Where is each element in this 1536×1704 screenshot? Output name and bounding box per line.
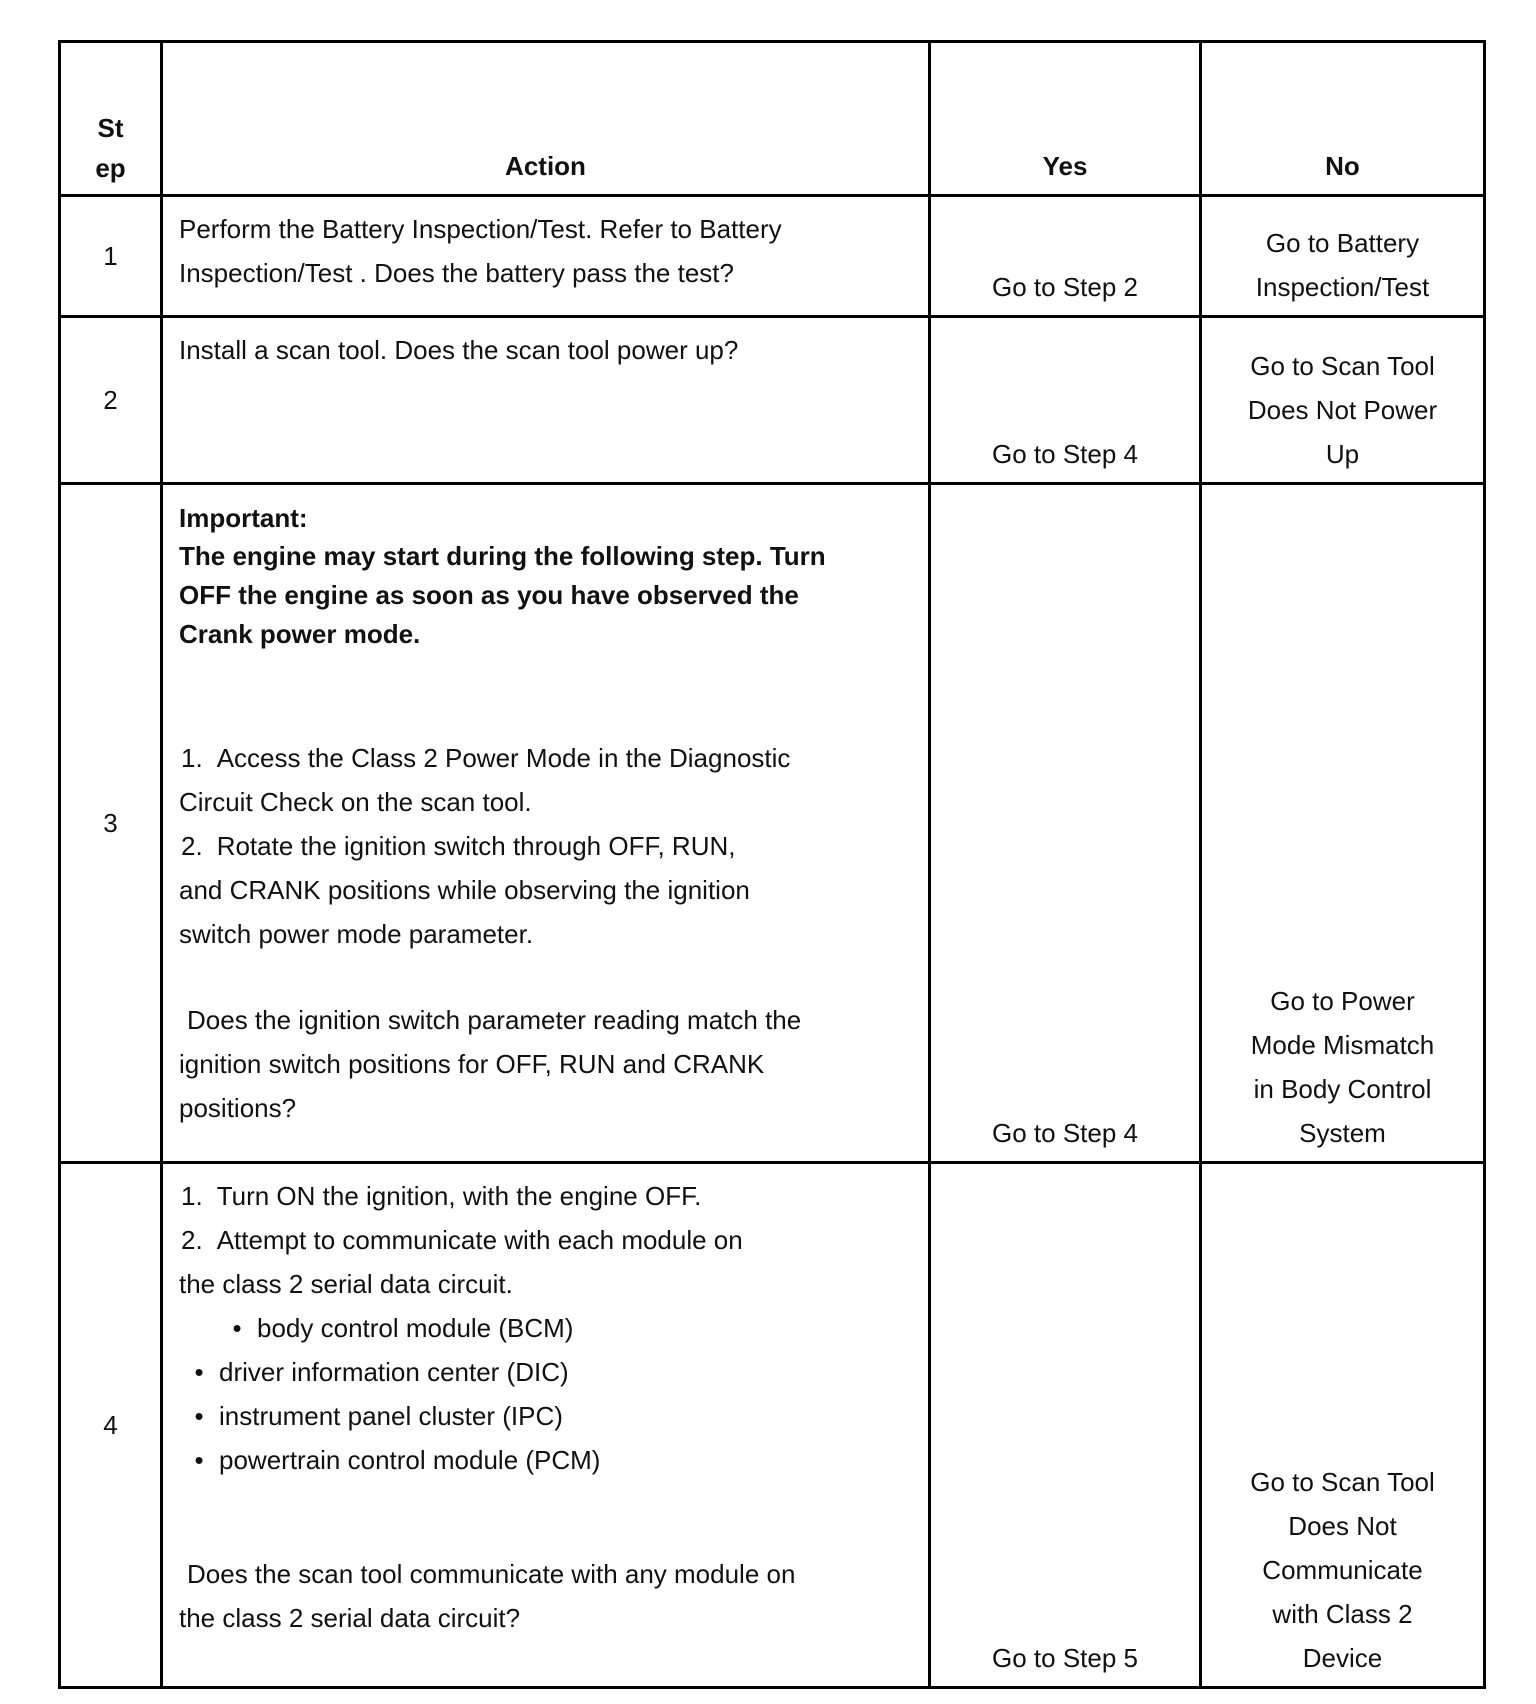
question-line: ignition switch positions for OFF, RUN and CRANK [179, 1049, 765, 1079]
bullet-dot: • [232, 1313, 242, 1343]
no-line: Communicate [1262, 1555, 1423, 1585]
bullet-text: instrument panel cluster (IPC) [219, 1401, 563, 1431]
step-text: switch power mode parameter. [179, 919, 534, 949]
important-title: Important: [179, 503, 308, 533]
step-number: 2 [60, 317, 162, 484]
action-cell [162, 196, 930, 317]
header-row [60, 42, 1485, 196]
header-no: No [1201, 42, 1485, 196]
bullet-item [179, 1438, 912, 1482]
action-line: Perform the Battery Inspection/Test. Refer to Battery [179, 214, 782, 244]
bullet-text: body control module (BCM) [257, 1313, 574, 1343]
action-cell [162, 317, 930, 484]
header-step [60, 42, 162, 196]
table-row-step-3 [60, 484, 1485, 1163]
table-row-step-1 [60, 196, 1485, 317]
diagnostic-table [58, 40, 1486, 1689]
action-cell [162, 1163, 930, 1688]
step-number: 3 [60, 484, 162, 1163]
no-line: Inspection/Test [1255, 272, 1430, 302]
header-yes: Yes [930, 42, 1201, 196]
step-num: 2. [181, 1225, 203, 1255]
no-line: Go to Battery [1265, 228, 1420, 258]
bullet-dot: • [194, 1445, 204, 1475]
numbered-step [179, 1174, 912, 1218]
important-line: The engine may start during the following step. Turn [179, 541, 826, 571]
no-line: with Class 2 [1272, 1599, 1413, 1629]
no-line: Mode Mismatch [1250, 1030, 1435, 1060]
table-row-step-4 [60, 1163, 1485, 1688]
no-line: in Body Control [1253, 1074, 1432, 1104]
step-text: Access the Class 2 Power Mode in the Diagnostic [216, 743, 791, 773]
no-line: System [1299, 1118, 1386, 1148]
action-line: Install a scan tool. Does the scan tool power up? [179, 335, 739, 365]
step-number: 1 [60, 196, 162, 317]
bullet-dot: • [194, 1357, 204, 1387]
bullet-item [179, 1306, 912, 1350]
header-step-line: St [97, 113, 124, 143]
header-step-line: ep [95, 153, 126, 183]
bullet-text: powertrain control module (PCM) [219, 1445, 601, 1475]
action-line: Inspection/Test . Does the battery pass the test? [179, 258, 734, 288]
no-cell [1201, 1163, 1485, 1688]
table-row-step-2 [60, 317, 1485, 484]
no-line: Up [1325, 439, 1360, 469]
numbered-step [179, 736, 912, 780]
question-line: Does the scan tool communicate with any module on [187, 1559, 796, 1589]
step-text: Turn ON the ignition, with the engine OFF. [216, 1181, 702, 1211]
bullet-item [179, 1350, 912, 1394]
step-text: Circuit Check on the scan tool. [179, 787, 532, 817]
step-num: 1. [181, 1181, 203, 1211]
no-line: Device [1302, 1643, 1383, 1673]
important-note [179, 537, 912, 654]
numbered-step [179, 824, 912, 868]
question-line: positions? [179, 1093, 297, 1123]
header-action: Action [162, 42, 930, 196]
important-line: OFF the engine as soon as you have observed the [179, 580, 799, 610]
numbered-step [179, 1218, 912, 1262]
no-cell [1201, 196, 1485, 317]
no-line: Go to Scan Tool [1250, 1467, 1435, 1497]
no-line: Go to Scan Tool [1250, 351, 1435, 381]
step-text: Attempt to communicate with each module on [216, 1225, 743, 1255]
step-text: and CRANK positions while observing the ignition [179, 875, 750, 905]
step-number: 4 [60, 1163, 162, 1688]
action-cell [162, 484, 930, 1163]
yes-cell: Go to Step 5 [930, 1163, 1201, 1688]
no-cell [1201, 484, 1485, 1163]
step-text: the class 2 serial data circuit. [179, 1269, 513, 1299]
step-text: Rotate the ignition switch through OFF, RUN, [216, 831, 736, 861]
yes-cell: Go to Step 4 [930, 317, 1201, 484]
step-num: 1. [181, 743, 203, 773]
step-num: 2. [181, 831, 203, 861]
question-line: Does the ignition switch parameter reading match the [187, 1005, 802, 1035]
bullet-dot: • [194, 1401, 204, 1431]
no-line: Does Not [1288, 1511, 1397, 1541]
no-cell [1201, 317, 1485, 484]
question-line: the class 2 serial data circuit? [179, 1603, 521, 1633]
bullet-item [179, 1394, 912, 1438]
no-line: Go to Power [1270, 986, 1415, 1016]
important-line: Crank power mode. [179, 619, 421, 649]
yes-cell: Go to Step 4 [930, 484, 1201, 1163]
no-line: Does Not Power [1247, 395, 1438, 425]
yes-cell: Go to Step 2 [930, 196, 1201, 317]
bullet-text: driver information center (DIC) [219, 1357, 569, 1387]
